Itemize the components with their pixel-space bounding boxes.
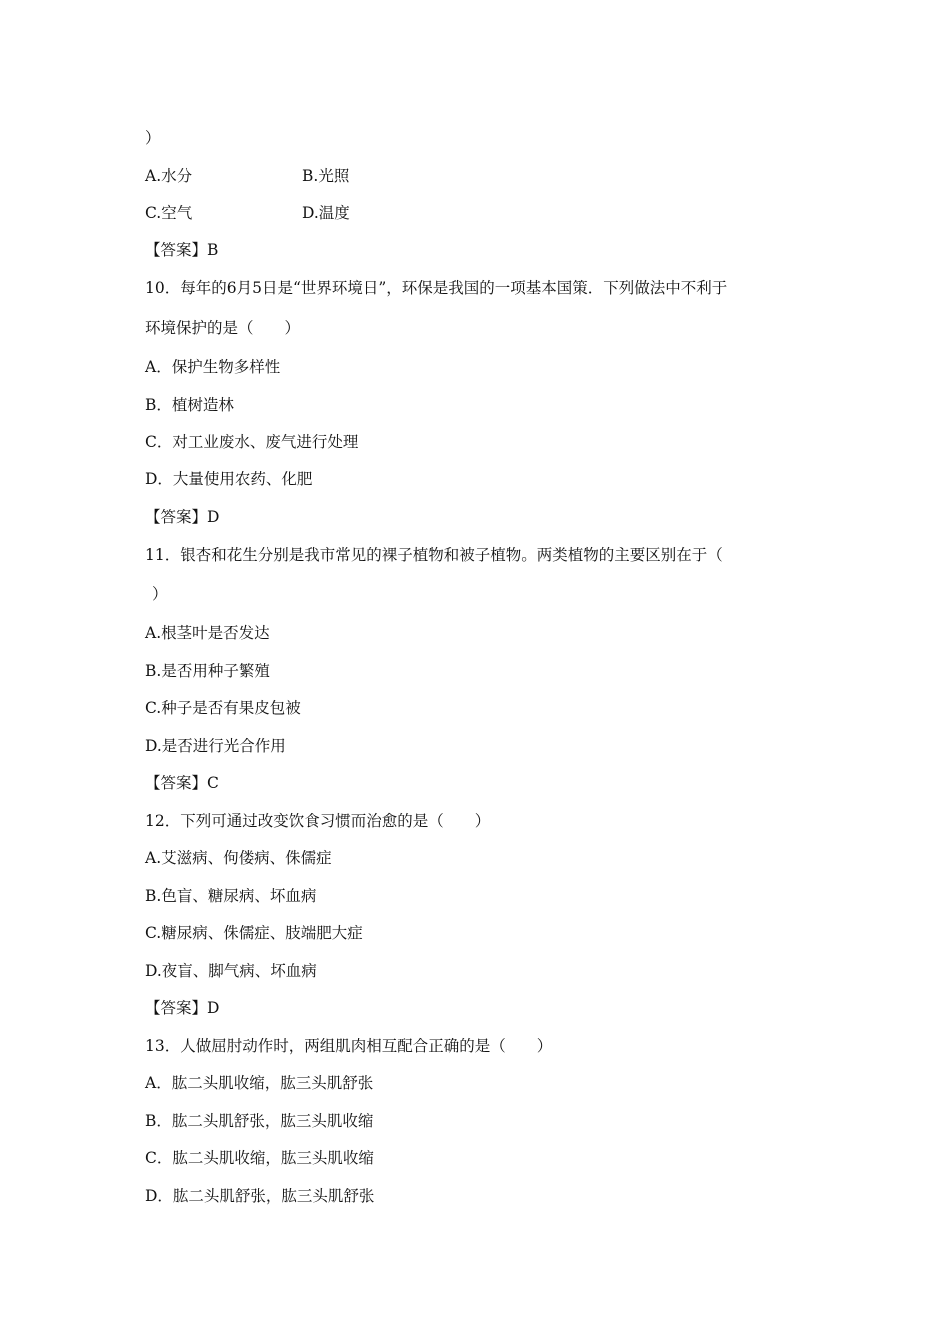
question-11-option-a: A.根茎叶是否发达 xyxy=(145,624,270,642)
question-10-option-a: A．保护生物多样性 xyxy=(145,358,281,376)
question-12-option-b: B.色盲、糖尿病、坏血病 xyxy=(145,887,317,905)
question-11-stem-line2: ） xyxy=(152,585,168,603)
question-11-option-b: B.是否用种子繁殖 xyxy=(145,662,270,680)
question-9-option-d: D.温度 xyxy=(302,204,350,222)
question-10-stem-line1: 10．每年的6月5日是“世界环境日”，环保是我国的一项基本国策．下列做法中不利于 xyxy=(145,279,728,297)
question-13-option-a: A．肱二头肌收缩，肱三头肌舒张 xyxy=(145,1074,374,1092)
question-10-option-b: B．植树造林 xyxy=(145,396,234,414)
question-9-answer: 【答案】B xyxy=(145,241,219,259)
question-12-option-a: A.艾滋病、佝偻病、侏儒症 xyxy=(145,849,332,867)
question-10-option-c: C．对工业废水、废气进行处理 xyxy=(145,433,359,451)
question-12-answer: 【答案】D xyxy=(145,999,220,1017)
question-9-option-b: B.光照 xyxy=(302,167,350,185)
question-10-stem-line2: 环境保护的是（ ） xyxy=(145,319,301,337)
question-13-option-c: C．肱二头肌收缩，肱三头肌收缩 xyxy=(145,1149,374,1167)
question-12-stem: 12．下列可通过改变饮食习惯而治愈的是（ ） xyxy=(145,812,491,830)
question-11-answer: 【答案】C xyxy=(145,774,219,792)
question-13-option-b: B．肱二头肌舒张，肱三头肌收缩 xyxy=(145,1112,374,1130)
question-11-stem-line1: 11．银杏和花生分别是我市常见的裸子植物和被子植物。两类植物的主要区别在于（ xyxy=(145,546,723,564)
question-12-option-d: D.夜盲、脚气病、坏血病 xyxy=(145,962,317,980)
question-11-option-d: D.是否进行光合作用 xyxy=(145,737,286,755)
question-13-option-d: D．肱二头肌舒张，肱三头肌舒张 xyxy=(145,1187,375,1205)
question-10-option-d: D．大量使用农药、化肥 xyxy=(145,470,313,488)
question-9-tail: ） xyxy=(145,129,161,147)
question-13-stem: 13．人做屈肘动作时，两组肌肉相互配合正确的是（ ） xyxy=(145,1037,553,1055)
question-9-option-a: A.水分 xyxy=(145,167,193,185)
question-11-option-c: C.种子是否有果皮包被 xyxy=(145,699,301,717)
question-12-option-c: C.糖尿病、侏儒症、肢端肥大症 xyxy=(145,924,363,942)
question-10-answer: 【答案】D xyxy=(145,508,220,526)
question-9-option-c: C.空气 xyxy=(145,204,193,222)
